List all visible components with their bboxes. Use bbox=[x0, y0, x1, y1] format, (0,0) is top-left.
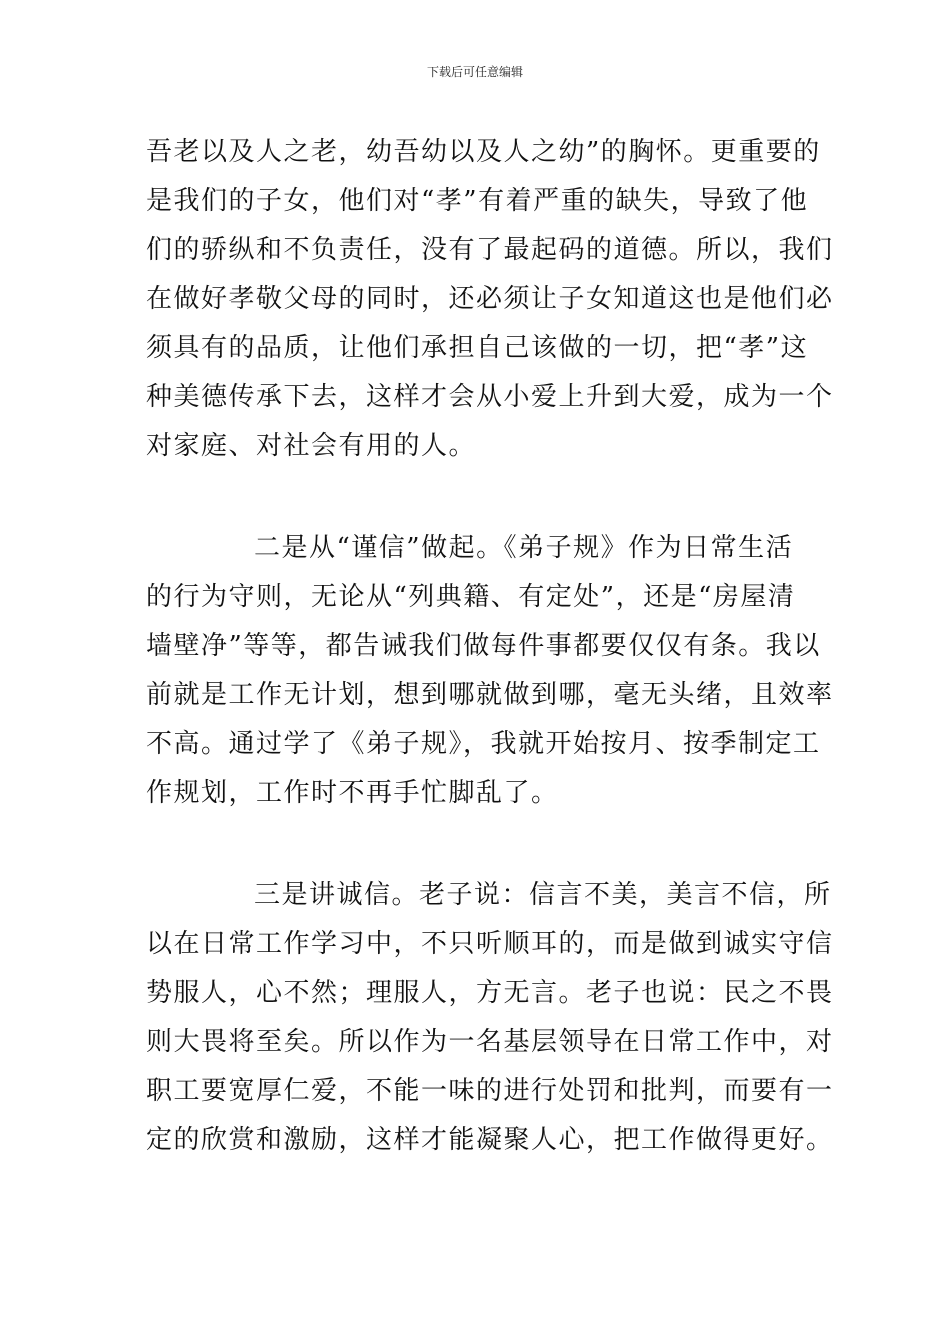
paragraph-line: 对家庭、对社会有用的人。 bbox=[146, 431, 477, 461]
paragraph-line: 势服人，心不然；理服人，方无言。老子也说：民之不畏 bbox=[146, 978, 834, 1008]
paragraph-line: 定的欣赏和激励，这样才能凝聚人心，把工作做得更好。 bbox=[146, 1125, 834, 1155]
paragraph-line: 须具有的品质，让他们承担自己该做的一切，把“孝”这 bbox=[146, 333, 809, 363]
paragraph-line: 种美德传承下去，这样才会从小爱上升到大爱，成为一个 bbox=[146, 382, 834, 412]
paragraph-line: 们的骄纵和不负责任，没有了最起码的道德。所以，我们 bbox=[146, 235, 834, 265]
paragraph-line: 以在日常工作学习中，不只听顺耳的，而是做到诚实守信 bbox=[146, 929, 834, 959]
paragraph-line: 吾老以及人之老，幼吾幼以及人之幼”的胸怀。更重要的 bbox=[146, 137, 821, 167]
paragraph-line: 作规划，工作时不再手忙脚乱了。 bbox=[146, 778, 559, 808]
paragraph-line: 的行为守则，无论从“列典籍、有定处”，还是“房屋清 bbox=[146, 582, 796, 612]
paragraph-line: 职工要宽厚仁爱，不能一味的进行处罚和批判，而要有一 bbox=[146, 1076, 834, 1106]
paragraph-line: 墙壁净”等等，都告诫我们做每件事都要仅仅有条。我以 bbox=[146, 631, 821, 661]
paragraph-3 bbox=[146, 871, 834, 1165]
paragraph-line: 则大畏将至矣。所以作为一名基层领导在日常工作中，对 bbox=[146, 1027, 834, 1057]
paragraph-line: 是我们的子女，他们对“孝”有着严重的缺失，导致了他 bbox=[146, 186, 809, 216]
paragraph-1 bbox=[146, 128, 834, 471]
page-header: 下载后可任意编辑 bbox=[426, 65, 523, 79]
paragraph-first-line: 二是从“谨信”做起。《弟子规》作为日常生活 bbox=[254, 533, 794, 563]
paragraph-first-line: 三是讲诚信。老子说：信言不美，美言不信，所 bbox=[254, 880, 832, 910]
paragraph-line: 前就是工作无计划，想到哪就做到哪，毫无头绪，且效率 bbox=[146, 680, 834, 710]
paragraph-line: 不高。通过学了《弟子规》，我就开始按月、按季制定工 bbox=[146, 729, 821, 759]
paragraph-line: 在做好孝敬父母的同时，还必须让子女知道这也是他们必 bbox=[146, 284, 834, 314]
paragraph-2 bbox=[146, 524, 834, 818]
